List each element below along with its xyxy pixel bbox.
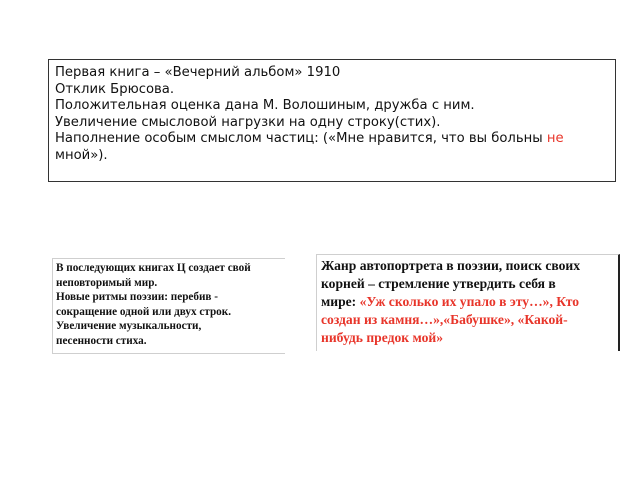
later-books-line-6: песенности стиха. [56, 334, 147, 347]
later-books-line-4: сокращение одной или двух строк. [56, 305, 232, 318]
later-books-line-3: Новые ритмы поэзии: перебив - [56, 291, 218, 303]
self-portrait-line-2: корней – стремление утвердить себя в [321, 276, 556, 291]
later-books-box [52, 258, 285, 354]
later-books-line-2: неповторимый мир. [56, 276, 158, 289]
self-portrait-line-3 [321, 293, 614, 311]
later-books-line-5: Увеличение музыкальности, [56, 320, 202, 332]
main-text-box [48, 59, 616, 182]
particles-highlight: не [546, 131, 564, 146]
particles-line [55, 131, 609, 148]
bryusov-response-line: Отклик Брюсова. [55, 81, 175, 97]
self-portrait-line-5: нибудь предок мой» [321, 330, 444, 345]
self-portrait-line-1: Жанр автопортрета в поэзии, поиск своих [321, 258, 581, 273]
particles-line-end: мной»). [55, 147, 108, 163]
particles-text: Наполнение особым смыслом частиц: («Мне нравится, что вы больны [55, 131, 547, 146]
voloshin-line: Положительная оценка дана М. Волошиным, дружба с ним. [55, 98, 475, 113]
self-portrait-line-3-red: «Уж сколько их упало в эту…», Кто [359, 294, 580, 309]
first-book-line: Первая книга – «Вечерний альбом» 1910 [55, 65, 341, 80]
semantic-load-line: Увеличение смысловой нагрузки на одну строку(стих). [55, 114, 441, 130]
self-portrait-line-4: создан из камня…»,«Бабушке», «Какой- [321, 312, 568, 327]
self-portrait-box [316, 254, 620, 351]
later-books-line-1: В последующих книгах Ц создает свой [56, 262, 251, 274]
self-portrait-line-3-black: мире: [321, 294, 360, 309]
